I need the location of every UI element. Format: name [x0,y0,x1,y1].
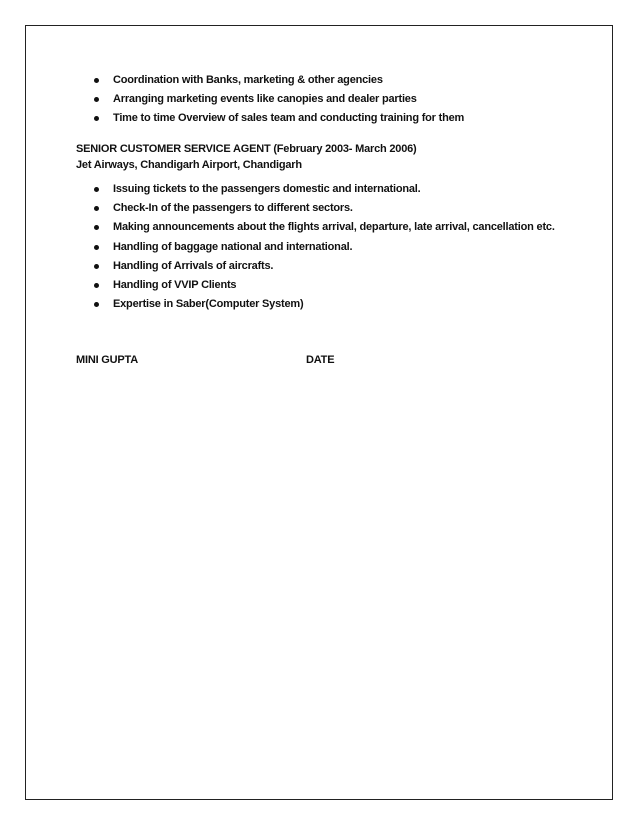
list-item-text: Handling of baggage national and international. [113,240,353,253]
list-item [90,90,464,109]
list-item [90,218,555,237]
list-item [90,109,464,128]
list-item-text: Handling of VVIP Clients [113,278,237,291]
list-item [90,199,555,218]
list-item-text: Check-In of the passengers to different sectors. [113,202,353,215]
signature-name: MINI GUPTA [76,354,138,366]
list-item-text: Making announcements about the flights arrival, departure, late arrival, cancellation etc. [113,221,555,234]
previous-role-duties [90,71,464,129]
list-item [90,238,555,257]
bullet-icon [94,264,99,269]
job-title: SENIOR CUSTOMER SERVICE AGENT (February 2003- March 2006) [76,143,417,155]
bullet-icon [94,97,99,102]
bullet-icon [94,302,99,307]
bullet-icon [94,78,99,83]
list-item-text: Coordination with Banks, marketing & other agencies [113,74,383,86]
list-item-text: Expertise in Saber(Computer System) [113,298,304,311]
job-company: Jet Airways, Chandigarh Airport, Chandigarh [76,159,302,171]
list-item [90,295,555,314]
list-item-text: Arranging marketing events like canopies and dealer parties [113,93,417,106]
bullet-icon [94,206,99,211]
list-item [90,71,464,90]
list-item [90,180,555,199]
job-duties [90,180,555,314]
list-item-text: Handling of Arrivals of aircrafts. [113,259,274,272]
list-item [90,276,555,295]
bullet-icon [94,225,99,230]
list-item-text: Time to time Overview of sales team and conducting training for them [113,112,465,125]
signature-date-label: DATE [306,354,335,366]
list-item-text: Issuing tickets to the passengers domestic and international. [113,183,421,195]
bullet-icon [94,245,99,250]
list-item [90,257,555,276]
bullet-icon [94,283,99,288]
bullet-icon [94,187,99,192]
bullet-icon [94,116,99,121]
